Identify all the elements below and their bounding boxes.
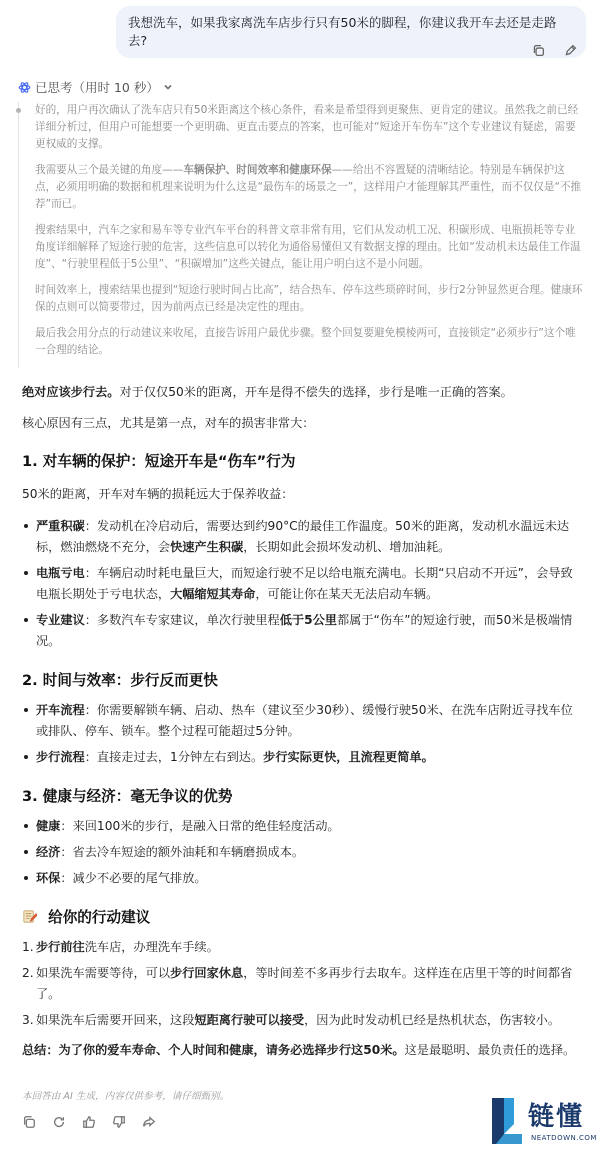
answer-intro bbox=[22, 382, 580, 402]
bold-text: 步行前往 bbox=[36, 940, 85, 954]
bold-text: 健康 bbox=[36, 819, 61, 833]
action-step bbox=[22, 937, 580, 958]
refresh-icon bbox=[52, 1115, 66, 1129]
step-number: 2. bbox=[22, 966, 34, 980]
action-steps bbox=[22, 937, 580, 1031]
edit-pencil-icon bbox=[564, 44, 577, 57]
thinking-dot bbox=[16, 108, 21, 113]
text-run: ，可能让你在某天无法启动车辆。 bbox=[255, 587, 439, 601]
text-run: ：多数汽车专家建议，单次行驶里程 bbox=[84, 613, 280, 627]
bullet-item bbox=[22, 816, 580, 837]
thumbs-up-icon bbox=[82, 1115, 96, 1129]
thinking-toggle[interactable] bbox=[18, 78, 173, 96]
bullet-list bbox=[22, 816, 580, 889]
bold-text: 步行回家休息 bbox=[170, 966, 244, 980]
text-run: ：直接走过去，1分钟左右到达。 bbox=[84, 750, 264, 764]
text-run: ，等时间差不多再步行去取车。这样连在店里干等的时间都省了。 bbox=[36, 966, 573, 1001]
bold-text: 步行流程 bbox=[36, 750, 85, 764]
copy-icon bbox=[532, 44, 545, 57]
bold-text: 严重积碳 bbox=[36, 519, 85, 533]
bold-text: 电瓶亏电 bbox=[36, 566, 85, 580]
bullet-item bbox=[22, 610, 580, 652]
bold-text: 大幅缩短其寿命 bbox=[170, 587, 256, 601]
user-message-bubble: 我想洗车，如果我家离洗车店步行只有50米的脚程，你建议我开车去还是走路去? bbox=[116, 6, 586, 58]
text-run: 我需要从三个最关键的角度—— bbox=[35, 164, 184, 176]
step-number: 1. bbox=[22, 940, 34, 954]
text-run: 对于仅仅50米的距离，开车是得不偿失的选择，步行是唯一正确的答案。 bbox=[119, 385, 513, 399]
bullet-item bbox=[22, 563, 580, 605]
bold-text: 绝对应该步行去。 bbox=[22, 385, 120, 399]
bold-text: 经济 bbox=[36, 845, 61, 859]
copy-answer-button[interactable] bbox=[22, 1114, 38, 1130]
section-heading: 3. 健康与经济：毫无争议的优势 bbox=[22, 788, 233, 805]
share-icon bbox=[142, 1115, 156, 1129]
bullet-item bbox=[22, 747, 580, 768]
deep-think-icon bbox=[18, 81, 31, 94]
edit-button[interactable] bbox=[562, 42, 578, 58]
thinking-paragraph bbox=[35, 162, 584, 213]
thinking-panel bbox=[18, 102, 584, 368]
thumbs-down-icon bbox=[112, 1115, 126, 1129]
answer-body bbox=[22, 382, 580, 1060]
bullet-list bbox=[22, 516, 580, 652]
message-tools bbox=[530, 42, 578, 58]
text-run: ：省去冷车短途的额外油耗和车辆磨损成本。 bbox=[60, 845, 305, 859]
text-run: ：你需要解锁车辆、启动、热车（建议至少30秒）、缓慢行驶50米、在洗车店附近寻找车位或排队、停车、锁车。整个过程可能超过5分钟。 bbox=[36, 703, 573, 738]
text-run: 如果洗车后需要开回来，这段 bbox=[36, 1013, 195, 1027]
text-run: 时间效率上，搜索结果也提到“短途行驶时间占比高”，结合热车、停车这些琐碎时间，步行2分钟显然更合理。健康环保的点则可以简要带过，因为前两点已经是决定性的理由。 bbox=[35, 284, 583, 313]
dislike-button[interactable] bbox=[112, 1114, 128, 1130]
section-heading: 1. 对车辆的保护：短途开车是“伤车”行为 bbox=[22, 453, 296, 470]
text-run: 这是最聪明、最负责任的选择。 bbox=[404, 1043, 576, 1057]
watermark-title: 链懂 bbox=[528, 1102, 585, 1132]
thinking-label: 已思考（用时 10 秒） bbox=[35, 80, 159, 95]
bold-text: 短距离行驶可以接受 bbox=[194, 1013, 305, 1027]
bold-text: 总结：为了你的爱车寿命、个人时间和健康，请务必选择步行这50米。 bbox=[22, 1043, 405, 1057]
answer-actions bbox=[22, 1114, 158, 1130]
section-heading: 2. 时间与效率：步行反而更快 bbox=[22, 672, 218, 689]
brand-logo-icon bbox=[484, 1094, 528, 1154]
thinking-paragraph bbox=[35, 222, 584, 273]
action-step bbox=[22, 1010, 580, 1031]
thinking-paragraph bbox=[35, 325, 584, 359]
bold-text: 专业建议 bbox=[36, 613, 85, 627]
bold-text: 开车流程 bbox=[36, 703, 85, 717]
thinking-paragraph bbox=[35, 102, 584, 153]
bullet-list bbox=[22, 700, 580, 768]
step-number: 3. bbox=[22, 1013, 34, 1027]
like-button[interactable] bbox=[82, 1114, 98, 1130]
regenerate-button[interactable] bbox=[52, 1114, 68, 1130]
text-run: ——给出不容置疑的清晰结论。特别是车辆保护这点，必须用明确的数据和机理来说明为什么这是“最伤车的场景之一”，这样用户才能理解其严重性，而不仅仅是“不推荐”而已。 bbox=[35, 164, 582, 210]
text-run: ：发动机在冷启动后，需要达到约90°C的最佳工作温度。50米的距离，发动机水温远未达标，燃油燃烧不充分，会 bbox=[36, 519, 570, 554]
bullet-item bbox=[22, 868, 580, 889]
text-run: 最后我会用分点的行动建议来收尾，直接告诉用户最优步骤。整个回复要避免模棱两可，直接锁定“必须步行”这个唯一合理的结论。 bbox=[35, 327, 576, 356]
neatdown-watermark bbox=[484, 1094, 596, 1154]
section-lead: 50米的距离，开车对车辆的损耗远大于保养收益： bbox=[22, 487, 294, 501]
bold-text: 低于5公里 bbox=[279, 613, 337, 627]
answer-core-reasons: 核心原因有三点，尤其是第一点，对车的损害非常大： bbox=[22, 416, 315, 430]
copy-icon bbox=[22, 1115, 36, 1129]
text-run: ，长期如此会损坏发动机、增加油耗。 bbox=[243, 540, 451, 554]
bold-text: 车辆保护、时间效率和健康环保 bbox=[183, 164, 332, 176]
thinking-paragraph bbox=[35, 282, 584, 316]
bold-text: 步行实际更快，且流程更简单。 bbox=[263, 750, 434, 764]
text-run: 都属于“伤车”的短途行驶，而50米是极端情况。 bbox=[36, 613, 573, 648]
copy-button[interactable] bbox=[530, 42, 546, 58]
text-run: ，因为此时发动机已经是热机状态，伤害较小。 bbox=[304, 1013, 561, 1027]
bold-text: 环保 bbox=[36, 871, 61, 885]
bold-text: 快速产生积碳 bbox=[170, 540, 244, 554]
share-button[interactable] bbox=[142, 1114, 158, 1130]
text-run: 如果洗车需要等待，可以 bbox=[36, 966, 171, 980]
action-step bbox=[22, 963, 580, 1005]
text-run: ：车辆启动时耗电量巨大，而短途行驶不足以给电瓶充满电。长期“只启动不开远”，会导致电瓶长期处于亏电状态， bbox=[36, 566, 573, 601]
bullet-item bbox=[22, 700, 580, 742]
thinking-paragraphs bbox=[35, 102, 584, 359]
answer-summary bbox=[22, 1040, 580, 1060]
watermark-subtitle: NEATDOWN.COM bbox=[531, 1134, 597, 1142]
text-run: ：减少不必要的尾气排放。 bbox=[60, 871, 207, 885]
answer-sections bbox=[22, 452, 580, 889]
action-heading bbox=[22, 908, 580, 928]
memo-pencil-icon bbox=[22, 909, 37, 924]
bullet-item bbox=[22, 516, 580, 558]
ai-disclaimer: 本回答由 AI 生成，内容仅供参考，请仔细甄别。 bbox=[22, 1091, 230, 1102]
bullet-item bbox=[22, 842, 580, 863]
chevron-down-icon bbox=[163, 80, 173, 95]
text-run: ：来回100米的步行，是融入日常的绝佳轻度活动。 bbox=[60, 819, 340, 833]
text-run: 好的，用户再次确认了洗车店只有50米距离这个核心条件，看来是希望得到更聚焦、更肯定的建议。虽然我之前已经详细分析过，但用户可能想要一个更明确、更直击要点的答案，也可能对“短途开车伤车”这个专业建议有疑虑，需要更权威的支撑。 bbox=[35, 104, 579, 150]
text-run: 搜索结果中，汽车之家和易车等专业汽车平台的科普文章非常有用，它们从发动机工况、积碳形成、电瓶损耗等专业角度详细解释了短途行驶的危害，这些信息可以转化为通俗易懂但又有数据支撑的理由。比如“发动机未达最佳工作温度”、“行驶里程低于5公里”、“积碳增加”这些关键点，能让用户明白这不是小问题。 bbox=[35, 224, 581, 270]
text-run: 洗车店，办理洗车手续。 bbox=[84, 940, 219, 954]
action-heading-text: 给你的行动建议 bbox=[48, 909, 151, 926]
